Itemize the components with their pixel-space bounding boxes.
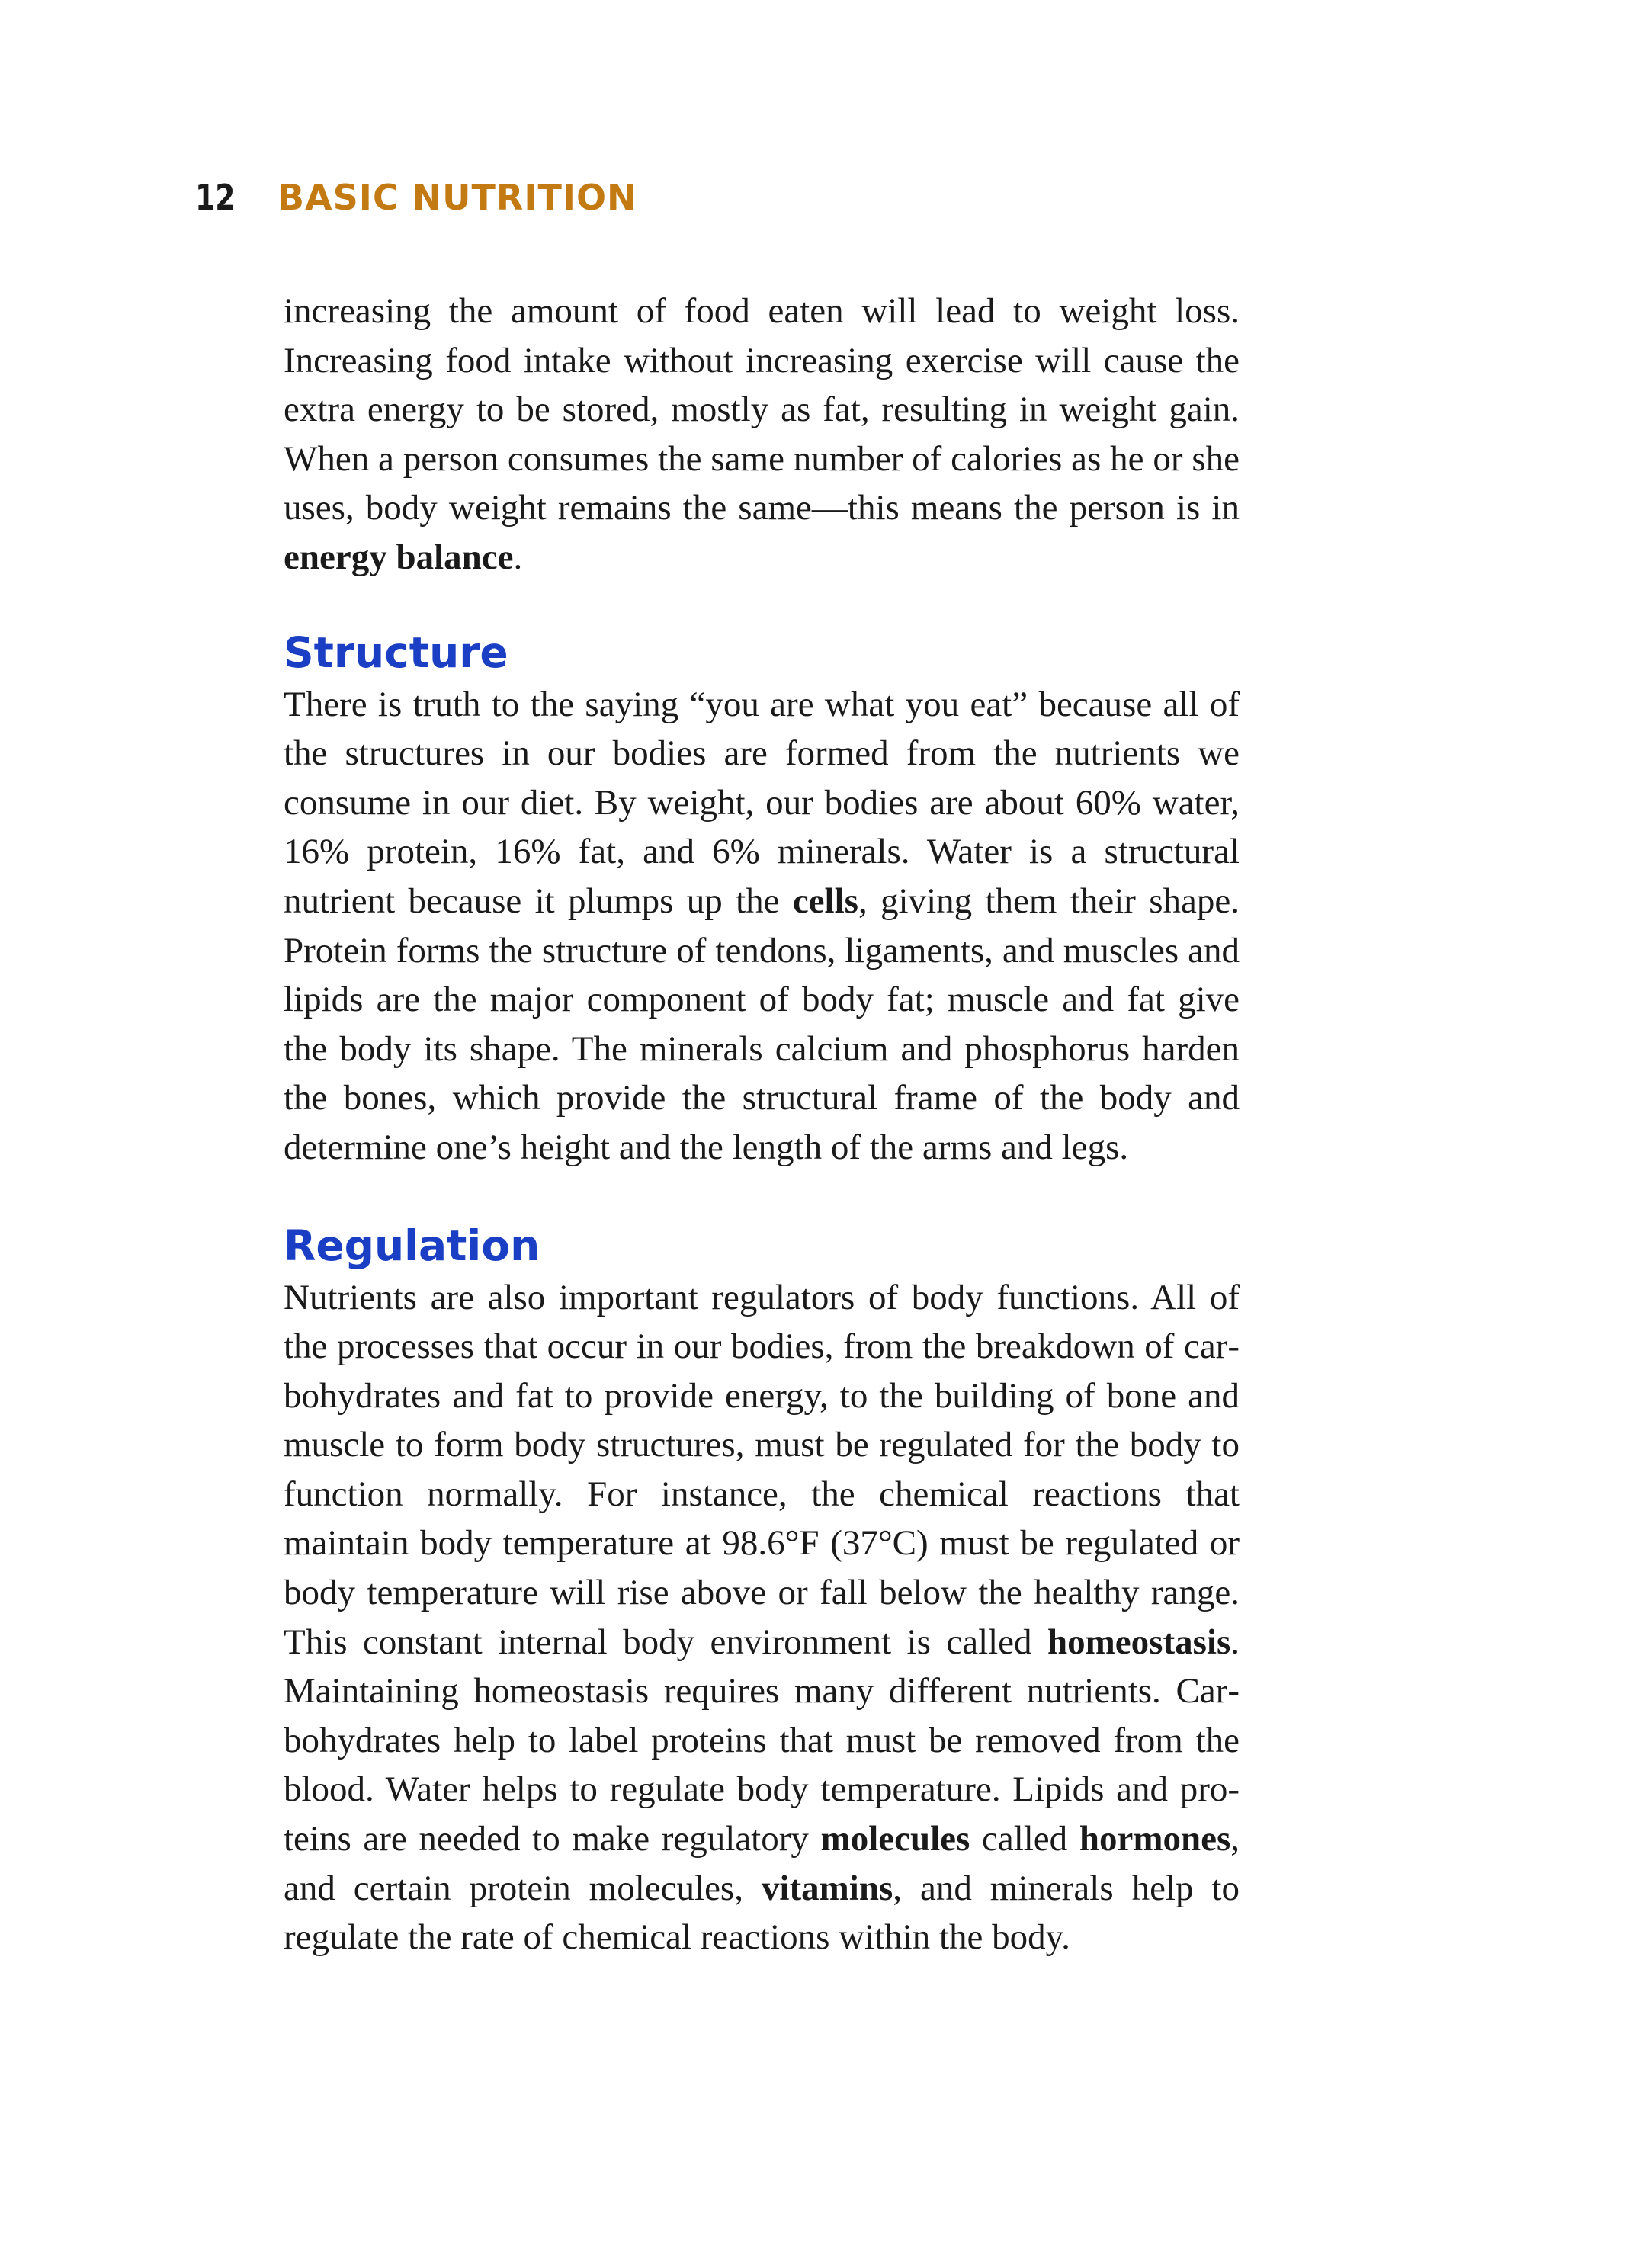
page-number: 12: [195, 177, 236, 218]
regulation-text-3: called: [970, 1819, 1079, 1859]
structure-text-2: , giving them their shape. Protein forms the structure of tendons, ligaments, and muscles and lipids are the major component of body fat; muscle and fat give the body its shape. The minerals calcium and phosphorus harden the bones, which provide the structural frame of the body and determine one’s height and the length of the arms and legs.: [284, 881, 1240, 1167]
term-molecules: molecules: [820, 1819, 970, 1859]
regulation-heading: Regulation: [284, 1221, 540, 1270]
term-hormones: hormones: [1079, 1819, 1231, 1859]
page-header: [195, 177, 637, 238]
body-text-column: [284, 287, 1240, 1962]
regulation-text-5: , and minerals help to regulate the rate of chemical reactions within the body.: [284, 1868, 1240, 1958]
regulation-text-4: , and certain protein molecules,: [284, 1819, 1240, 1908]
term-homeostasis: homeostasis: [1047, 1622, 1231, 1662]
intro-text-2: .: [513, 537, 523, 577]
running-title: BASIC NUTRITION: [277, 177, 637, 218]
structure-paragraph: [284, 680, 1240, 1172]
structure-text-1: There is truth to the saying “you are what you eat” because all of the structures in our bodies are formed from the nutrients we consume in our diet. By weight, our bodies are about 60% water, 16% protein, 16% fat, and 6% minerals. Water is a structural nutrient because it plumps up the: [284, 684, 1240, 921]
regulation-paragraph: [284, 1273, 1240, 1962]
regulation-text-2: . Maintaining homeostasis requires many different nutrients. Carbohydrates help to label proteins that must be removed from the blood. Water helps to regulate body temperature. Lipids and proteins are needed to make regulatory: [284, 1622, 1240, 1859]
structure-heading: Structure: [284, 627, 508, 677]
intro-paragraph: [284, 287, 1240, 582]
term-cells: cells: [792, 881, 858, 921]
term-energy-balance: energy balance: [284, 537, 514, 577]
intro-text-1: increasing the amount of food eaten will lead to weight loss. Increasing food intake without increasing exercise will cause the extra energy to be stored, mostly as fat, resulting in weight gain. When a person consumes the same number of calories as he or she uses, body weight remains the same—this means the person is in: [284, 291, 1240, 528]
term-vitamins: vitamins: [761, 1868, 893, 1908]
regulation-text-1: Nutrients are also important regulators of body functions. All of the processes that occur in our bodies, from the breakdown of carbohydrates and fat to provide energy, to the building of bone and muscle to form body structures, must be regulated for the body to function normally. For instance, the chemical reactions that maintain body temperature at 98.6°F (37°C) must be regulated or body temperature will rise above or fall below the healthy range. This constant internal body environment is called: [284, 1277, 1240, 1662]
